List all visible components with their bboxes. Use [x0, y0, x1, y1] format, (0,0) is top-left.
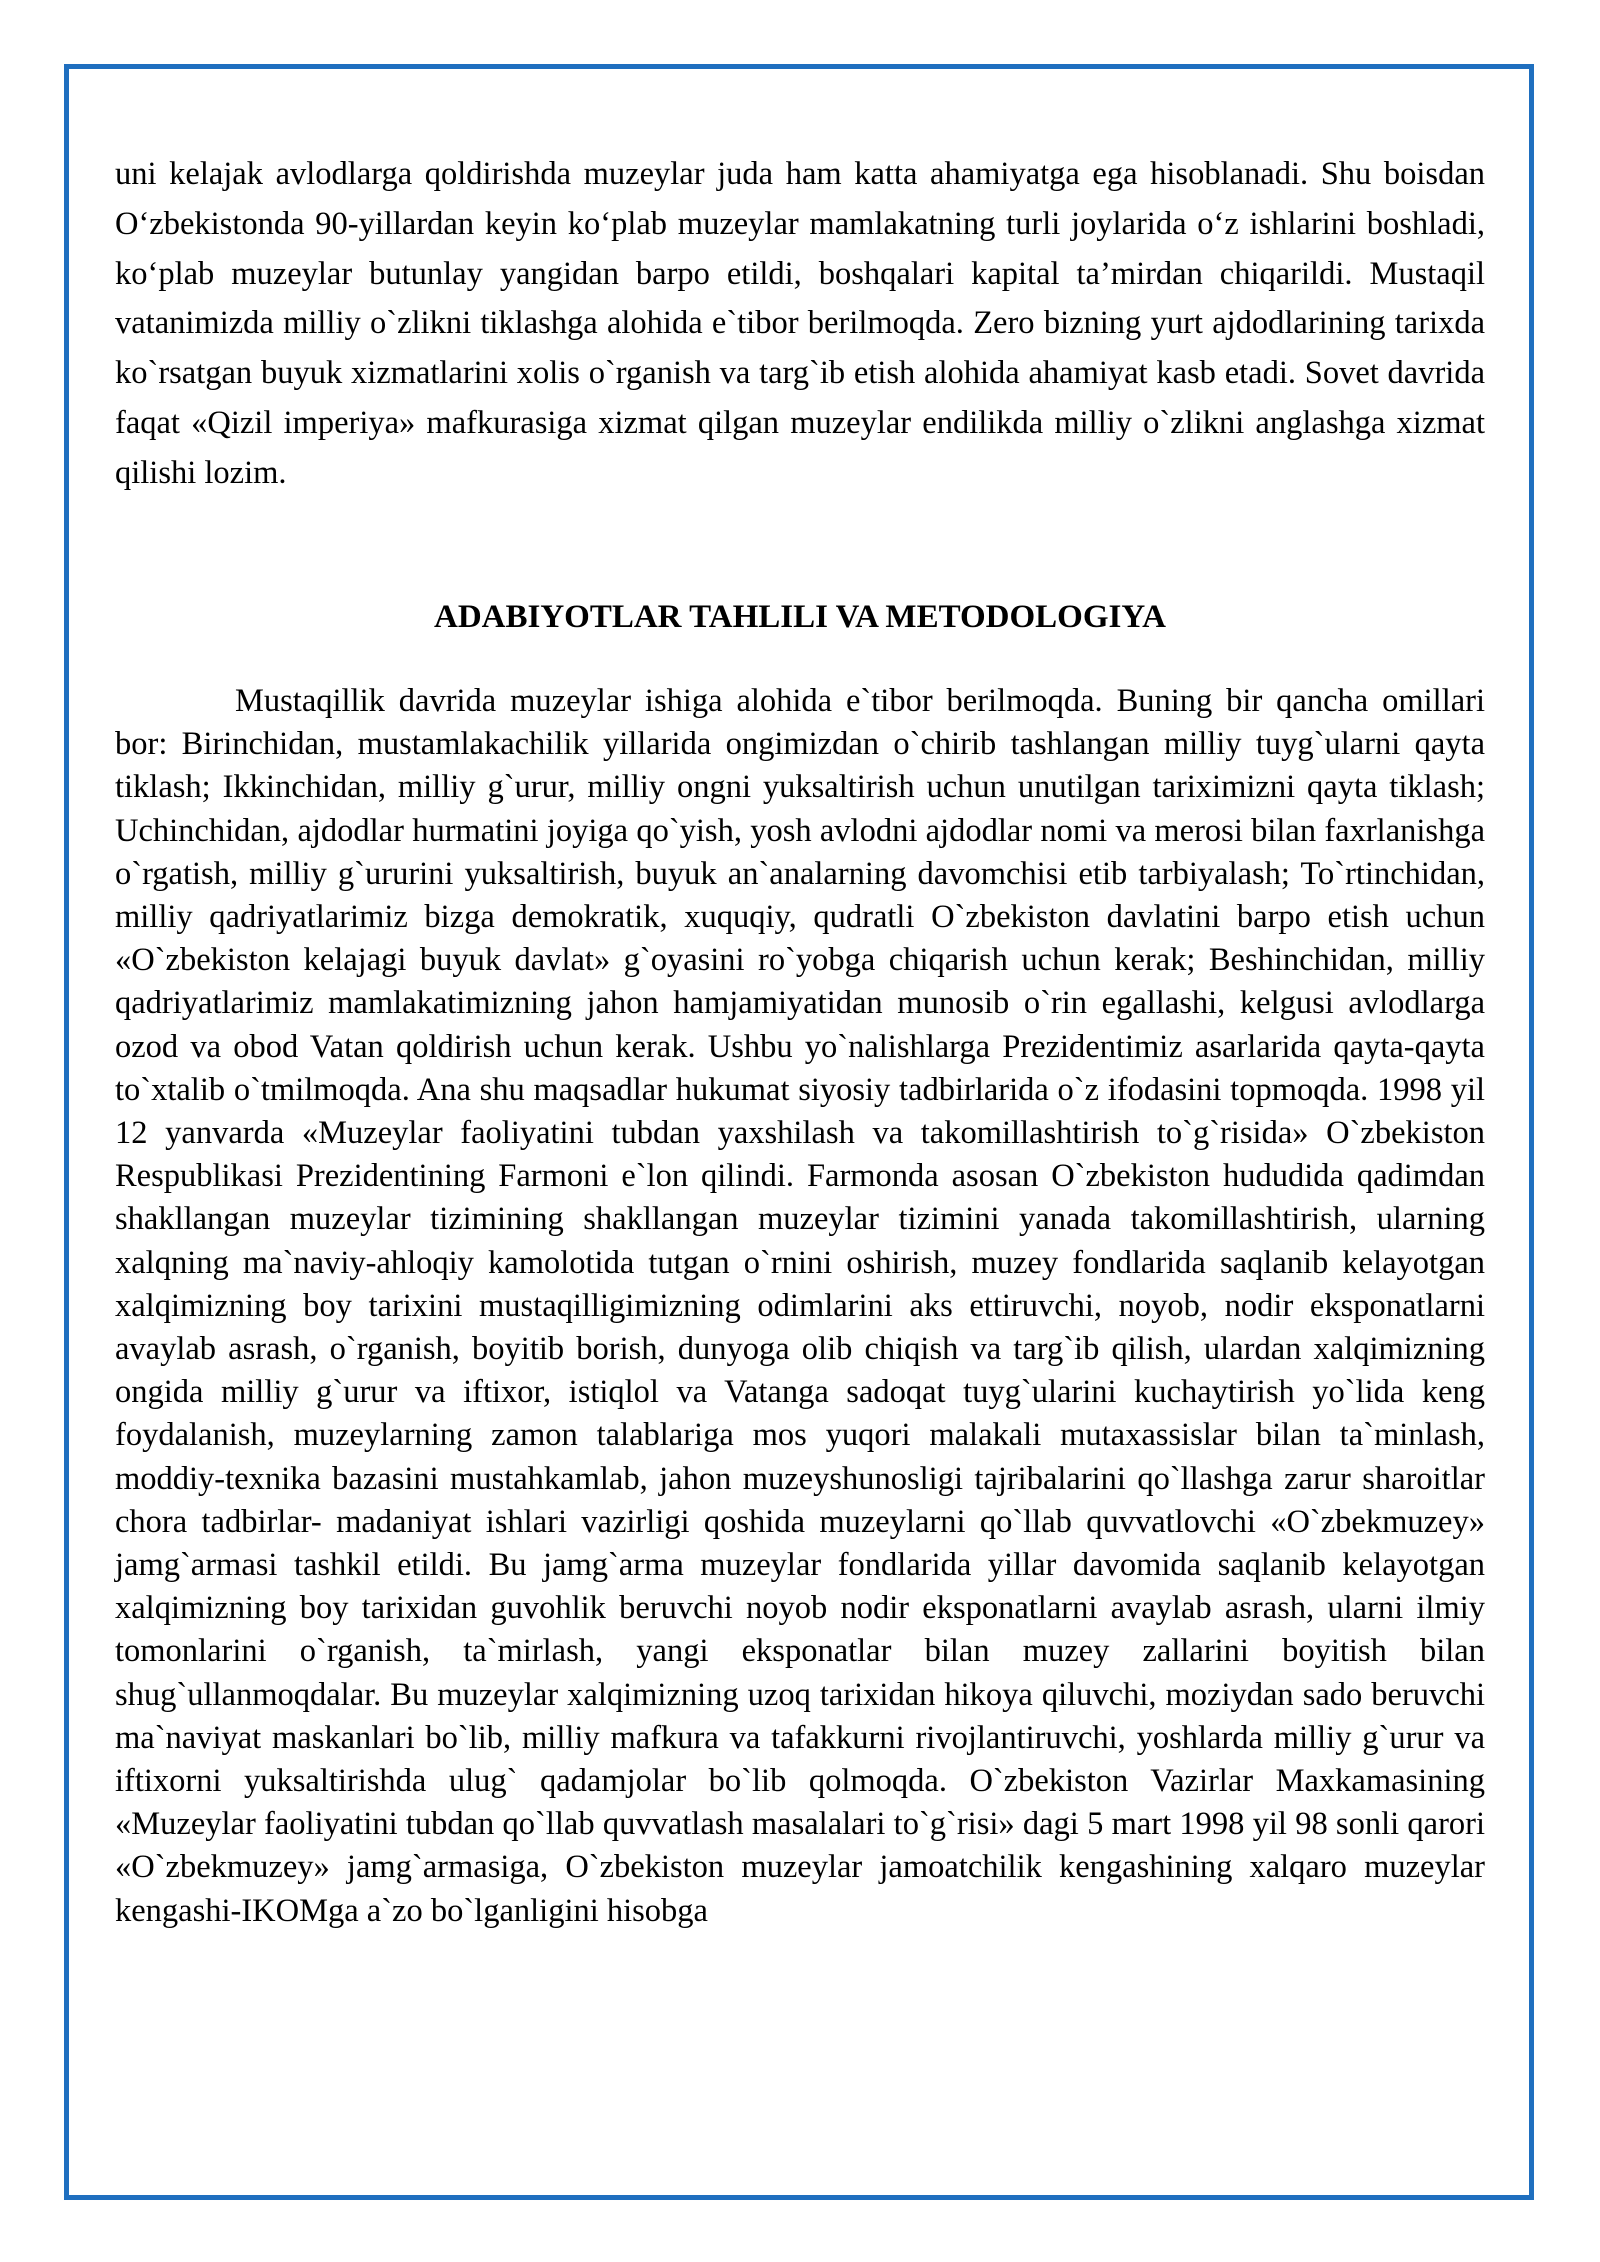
intro-paragraph: uni kelajak avlodlarga qoldirishda muzeylar juda ham katta ahamiyatga ega hisoblanadi. Shu boisdan O‘zbekistonda 90-yillardan keyin ko‘plab muzeylar mamlakatning turli joylarida o‘z ishlarini boshladi, ko‘plab muzeylar butunlay yangidan barpo etildi, boshqalari kapital ta’mirdan chiqarildi. Mustaqil vatanimizda milliy o`zlikni tiklashga alohida e`tibor berilmoqda. Zero bizning yurt ajdodlarining tarixda ko`rsatgan buyuk xizmatlarini xolis o`rganish va targ`ib etish alohida ahamiyat kasb etadi. Sovet davrida faqat «Qizil imperiya» mafkurasiga xizmat qilgan muzeylar endilikda milliy o`zlikni anglashga xizmat qilishi lozim. — [115, 156, 1485, 491]
section-heading: ADABIYOTLAR TAHLILI VA METODOLOGIYA — [433, 599, 1166, 635]
document-body — [115, 150, 1485, 1929]
main-paragraph: Mustaqillik davrida muzeylar ishiga alohida e`tibor berilmoqda. Buning bir qancha omillari bor: Birinchidan, mustamlakachilik yillarida ongimizdan o`chirib tashlangan milliy tuyg`ularni qayta tiklash; Ikkinchidan, milliy g`urur, milliy ongni yuksaltirish uchun unutilgan tariximizni qayta tiklash; Uchinchidan, ajdodlar hurmatini joyiga qo`yish, yosh avlodni ajdodlar nomi va merosi bilan faxrlanishga o`rgatish, milliy g`ururini yuksaltirish, buyuk an`analarning davomchisi etib tarbiyalash; To`rtinchidan, milliy qadriyatlarimiz bizga demokratik, xuquqiy, qudratli O`zbekiston davlatini barpo etish uchun «O`zbekiston kelajagi buyuk davlat» g`oyasini ro`yobga chiqarish uchun kerak; Beshinchidan, milliy qadriyatlarimiz mamlakatimizning jahon hamjamiyatidan munosib o`rin egallashi, kelgusi avlodlarga ozod va obod Vatan qoldirish uchun kerak. Ushbu yo`nalishlarga Prezidentimiz asarlarida qayta-qayta to`xtalib o`tmilmoqda. Ana shu maqsadlar hukumat siyosiy tadbirlarida o`z ifodasini topmoqda. 1998 yil 12 yanvarda «Muzeylar faoliyatini tubdan yaxshilash va takomillashtirish to`g`risida» O`zbekiston Respublikasi Prezidentining Farmoni e`lon qilindi. Farmonda asosan O`zbekiston hududida qadimdan shakllangan muzeylar tizimining shakllangan muzeylar tizimini yanada takomillashtirish, ularning xalqning ma`naviy-ahloqiy kamolotida tutgan o`rnini oshirish, muzey fondlarida saqlanib kelayotgan xalqimizning boy tarixini mustaqilligimizning odimlarini aks ettiruvchi, noyob, nodir eksponatlarni avaylab asrash, o`rganish, boyitib borish, dunyoga olib chiqish va targ`ib qilish, ulardan xalqimizning ongida milliy g`urur va iftixor, istiqlol va Vatanga sadoqat tuyg`ularini kuchaytirish yo`lida keng foydalanish, muzeylarning zamon talablariga mos yuqori malakali mutaxassislar bilan ta`minlash, moddiy-texnika bazasini mustahkamlab, jahon muzeyshunosligi tajribalarini qo`llashga zarur sharoitlar chora tadbirlar- madaniyat ishlari vazirligi qoshida muzeylarni qo`llab quvvatlovchi «O`zbekmuzey» jamg`armasi tashkil etildi. Bu jamg`arma muzeylar fondlarida yillar davomida saqlanib kelayotgan xalqimizning boy tarixidan guvohlik beruvchi noyob nodir eksponatlarni avaylab asrash, ularni ilmiy tomonlarini o`rganish, ta`mirlash, yangi eksponatlar bilan muzey zallarini boyitish bilan shug`ullanmoqdalar. Bu muzeylar xalqimizning uzoq tarixidan hikoya qiluvchi, moziydan sado beruvchi ma`naviyat maskanlari bo`lib, milliy mafkura va tafakkurni rivojlantiruvchi, yoshlarda milliy g`urur va iftixorni yuksaltirishda ulug` qadamjolar bo`lib qolmoqda. O`zbekiston Vazirlar Maxkamasining «Muzeylar faoliyatini tubdan qo`llab quvvatlash masalalari to`g`risi» dagi 5 mart 1998 yil 98 sonli qarori «O`zbekmuzey» jamg`armasiga, O`zbekiston muzeylar jamoatchilik kengashining xalqaro muzeylar kengashi-IKOMga a`zo bo`lganligini hisobga — [115, 683, 1485, 1929]
